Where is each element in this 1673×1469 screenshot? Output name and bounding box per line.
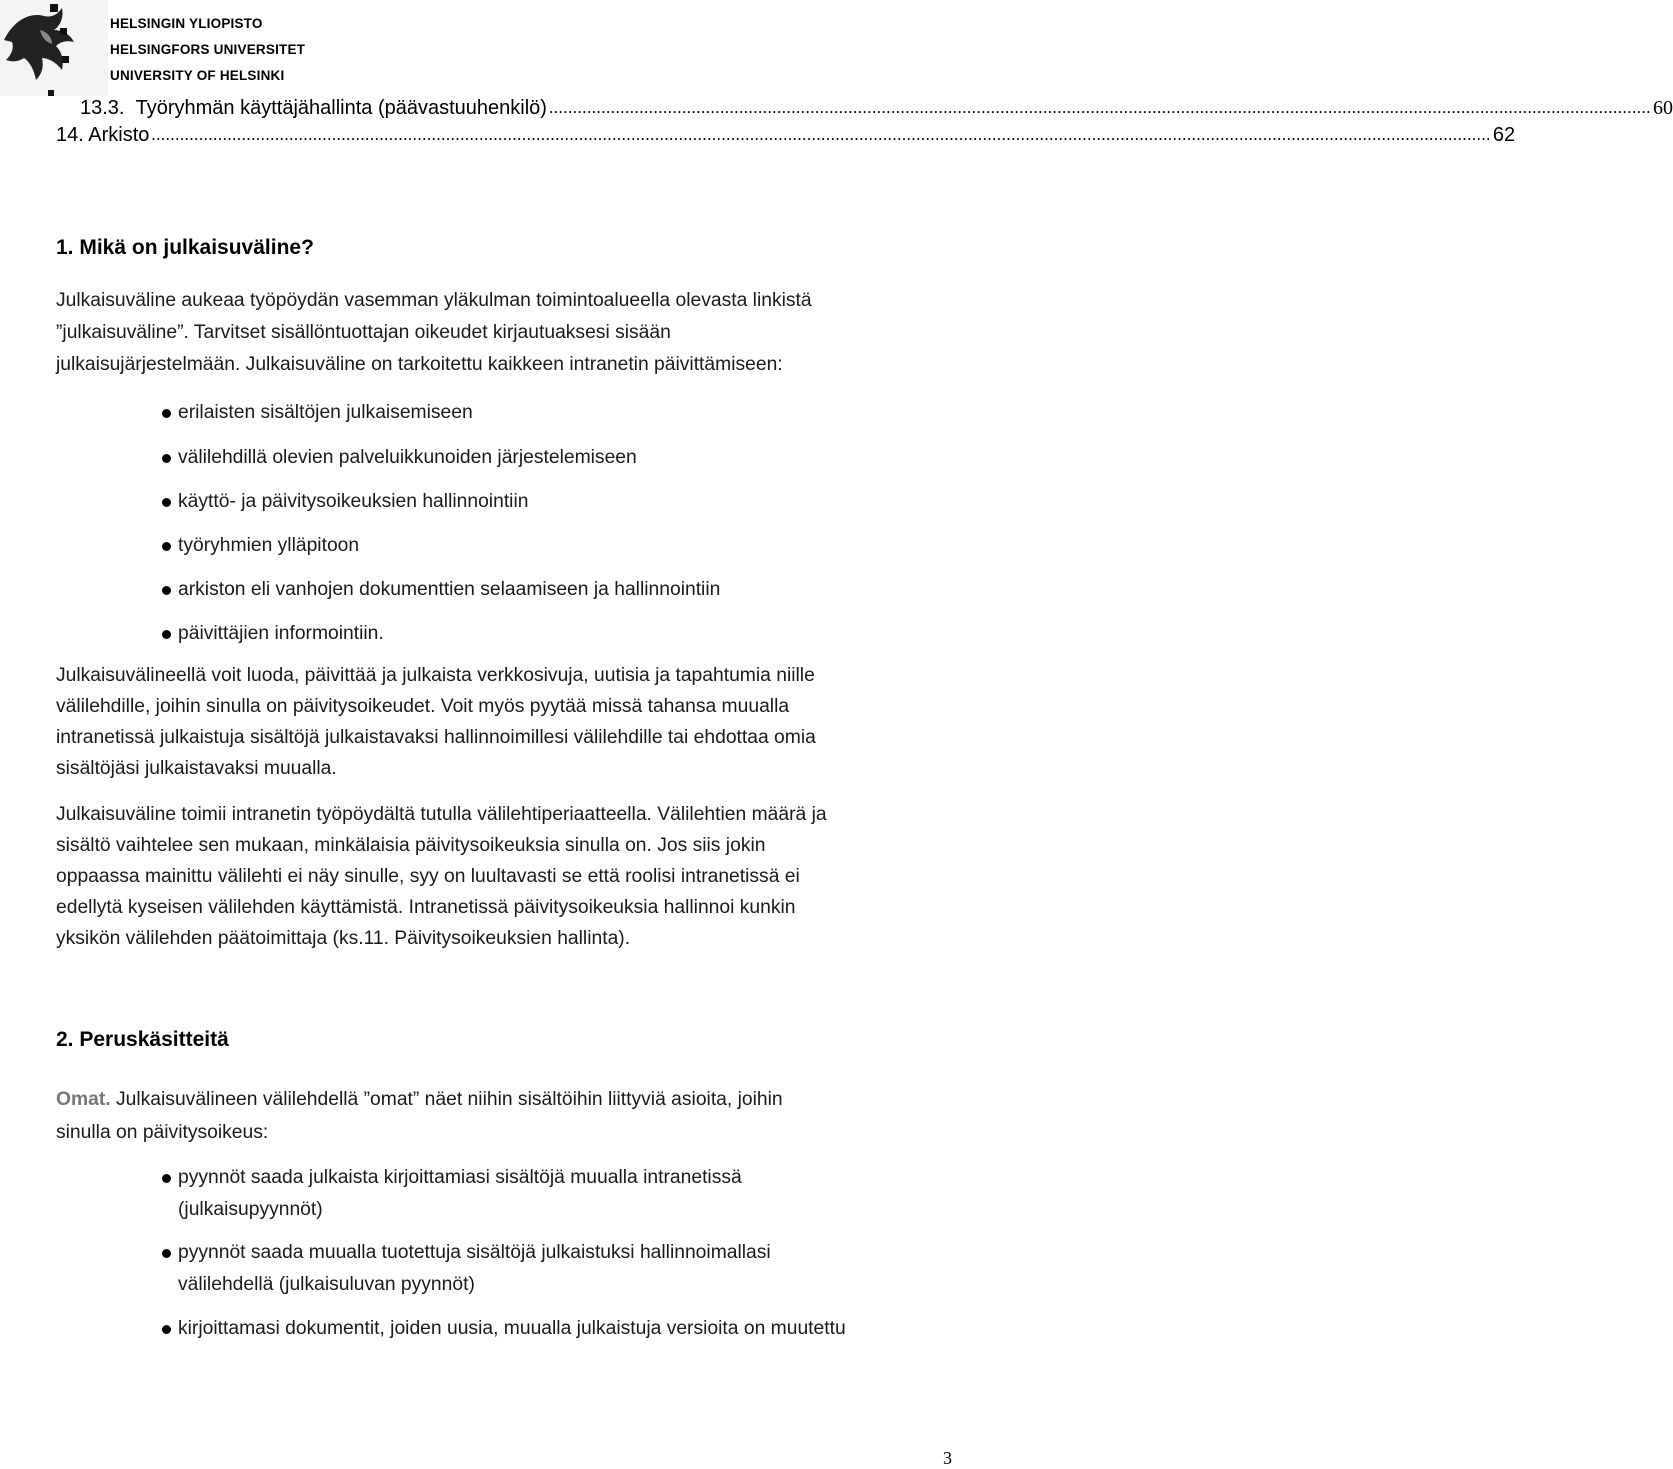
list-item: työryhmien ylläpitoon	[178, 535, 360, 556]
section-heading: 2. Peruskäsitteitä	[56, 1028, 229, 1051]
bullet-icon	[162, 1249, 171, 1258]
paragraph-line: sisältöjäsi julkaistavaksi muualla.	[56, 758, 337, 779]
paragraph-line: intranetissä julkaistuja sisältöjä julkaistavaksi hallinnoimillesi välilehdille tai ehdottaa omia	[56, 727, 816, 748]
toc-entry-title: 13.3. Työryhmän käyttäjähallinta (päävastuuhenkilö)	[80, 97, 547, 119]
logo-line-swedish: HELSINGFORS UNIVERSITET	[110, 42, 306, 57]
toc-entry[interactable]	[56, 122, 1516, 148]
paragraph-line: edellytä kyseisen välilehden käyttämistä. Intranetissä päivitysoikeuksia hallinnoi kunkin	[56, 897, 796, 918]
bullet-icon	[162, 498, 171, 507]
minerva-owl-icon	[0, 0, 108, 96]
term-label: Omat.	[56, 1089, 111, 1110]
toc-entry-page: 60	[1652, 97, 1673, 119]
list-item: kirjoittamasi dokumentit, joiden uusia, muualla julkaistuja versioita on muutettu	[178, 1318, 846, 1339]
bullet-icon	[162, 1174, 171, 1183]
university-logo	[0, 0, 306, 96]
list-item: päivittäjien informointiin.	[178, 623, 384, 644]
bullet-icon	[162, 1325, 171, 1334]
bullet-icon	[162, 409, 171, 418]
list-item: käyttö- ja päivitysoikeuksien hallinnointiin	[178, 491, 529, 512]
paragraph-line: välilehdille, joihin sinulla on päivitysoikeudet. Voit myös pyytää missä tahansa muualla	[56, 696, 790, 717]
page-number: 3	[943, 1448, 952, 1468]
bullet-icon	[162, 542, 171, 551]
toc-entry-page: 62	[1492, 124, 1516, 146]
list-item: pyynnöt saada julkaista kirjoittamiasi sisältöjä muualla intranetissä	[178, 1167, 742, 1188]
list-item: pyynnöt saada muualla tuotettuja sisältöjä julkaistuksi hallinnoimallasi	[178, 1242, 771, 1263]
paragraph-line: ”julkaisuväline”. Tarvitset sisällöntuottajan oikeudet kirjautuaksesi sisään	[56, 322, 671, 343]
paragraph-line	[56, 1087, 783, 1113]
paragraph-line: Julkaisuvälineellä voit luoda, päivittää ja julkaista verkkosivuja, uutisia ja tapahtumia niille	[56, 665, 815, 686]
paragraph-line: sisältö vaihtelee sen mukaan, minkälaisia päivitysoikeuksia sinulla on. Jos siis jokin	[56, 835, 766, 856]
list-item: välilehdillä olevien palveluikkunoiden järjestelemiseen	[178, 447, 637, 468]
term-description: Julkaisuvälineen välilehdellä ”omat” näet niihin sisältöihin liittyviä asioita, joihin	[110, 1089, 783, 1110]
section-heading: 1. Mikä on julkaisuväline?	[56, 236, 314, 259]
logo-line-finnish: HELSINGIN YLIOPISTO	[110, 16, 263, 31]
paragraph-line: Julkaisuväline aukeaa työpöydän vasemman yläkulman toimintoalueella olevasta linkistä	[56, 290, 812, 311]
toc-leader-dots: ..........................................................................................................................................................................................................................................................................................	[151, 125, 1491, 144]
paragraph-line: oppaassa mainittu välilehti ei näy sinulle, syy on luultavasti se että roolisi intranetissä ei	[56, 866, 800, 887]
toc-leader-dots: ........................................................................................................................................................................................................................................	[548, 98, 1651, 117]
paragraph-line: yksikön välilehden päätoimittaja (ks.11. Päivitysoikeuksien hallinta).	[56, 928, 631, 949]
paragraph-line: sinulla on päivitysoikeus:	[56, 1122, 269, 1143]
logo-line-english: UNIVERSITY OF HELSINKI	[110, 68, 285, 83]
list-item-continuation: välilehdellä (julkaisuluvan pyynnöt)	[178, 1274, 475, 1295]
toc-entry-title: 14. Arkisto	[56, 124, 150, 146]
paragraph-line: Julkaisuväline toimii intranetin työpöydältä tutulla välilehtiperiaatteella. Välilehtien määrä ja	[56, 804, 827, 825]
bullet-icon	[162, 586, 171, 595]
list-item: erilaisten sisältöjen julkaisemiseen	[178, 402, 473, 423]
toc-entry[interactable]	[80, 95, 1673, 121]
list-item-continuation: (julkaisupyynnöt)	[178, 1199, 323, 1220]
bullet-icon	[162, 630, 171, 639]
bullet-icon	[162, 454, 171, 463]
list-item: arkiston eli vanhojen dokumenttien selaamiseen ja hallinnointiin	[178, 579, 721, 600]
paragraph-line: julkaisujärjestelmään. Julkaisuväline on tarkoitettu kaikkeen intranetin päivittämiseen:	[56, 354, 783, 375]
